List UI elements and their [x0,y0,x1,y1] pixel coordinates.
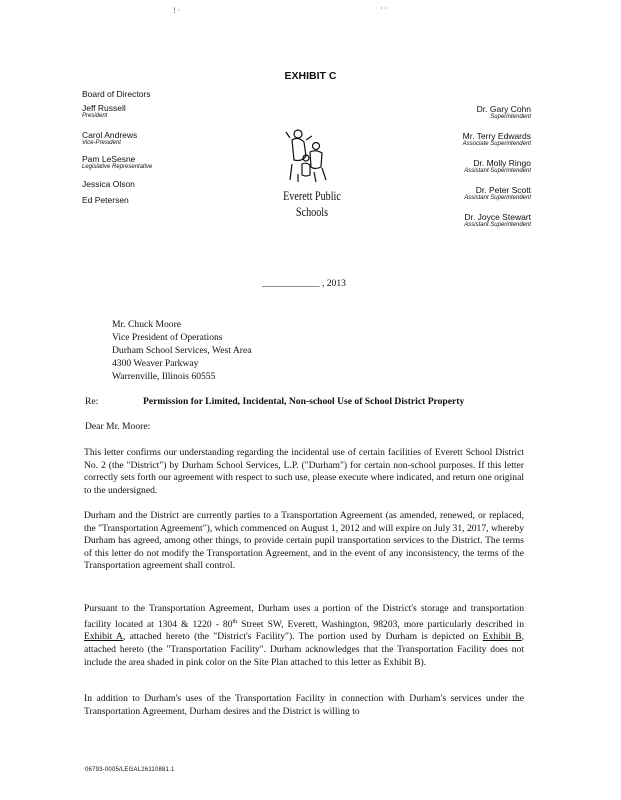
scan-mark: · · [380,4,388,13]
board-heading: Board of Directors [82,89,151,99]
superintendent [463,212,531,229]
board-of-directors [82,89,152,205]
paragraph-text: Pursuant to the Transportation Agreement, Durham uses a portion of the District's storage and transportation facility located at 1304 & 1220 - 80 [84,603,524,630]
recipient-address [112,318,251,383]
scan-mark: ! · [173,6,181,15]
logo-text: Everett Public Schools [283,188,341,219]
paragraph: This letter confirms our understanding regarding the incidental use of certain facilities of Everett School District No. 2 (the "District") by Durham School Services, L.P. ("Durham") for certain non-school purposes. If this letter correctly sets forth our agreement with respect to such use, please execute where indicated, and return one original to the undersigned. [84,447,524,496]
district-logo [262,124,362,219]
address-line: Vice President of Operations [112,332,223,343]
superintendents [463,104,531,229]
member-name: Carol Andrews [82,130,138,140]
ordinal-suffix: th [232,618,238,625]
exhibit-title: EXHIBIT C [284,70,337,82]
date-line: ____________ , 2013 [262,278,346,289]
member-role: President [82,113,108,119]
paragraph [84,603,524,669]
board-member [82,130,152,147]
exhibit-a-reference: Exhibit A [84,631,123,643]
superintendent-name: Dr. Molly Ringo [473,158,531,168]
board-member [82,103,152,120]
superintendent-role: Associate Superintendent [462,141,531,147]
paragraph-text: , attached hereto (the "Transportation Facility". Durham acknowledges that the Transportation Facility does not include the area shaded in pink color on the Site Plan attached to this letter as Exhibit B). [84,631,525,668]
re-subject: Permission for Limited, Incidental, Non-school Use of School District Property [143,396,465,407]
superintendent-name: Dr. Peter Scott [475,185,531,195]
paragraph: In addition to Durham's uses of the Transportation Facility in connection with Durham's services under the Transportation Agreement, Durham desires and the District is willing to [84,693,524,717]
member-name: Jessica Olson [82,179,135,189]
board-member [82,154,152,171]
paragraph: Durham and the District are currently parties to a Transportation Agreement (as amended, renewed, or replaced, the "Transportation Agreement"), which commenced on August 1, 2012 and will expire on July 31, 2017, whereby Durham has agreed, among other things, to provide certain pupil transportation services to the District. The terms of this letter do not modify the Transportation Agreement, and in the event of any inconsistency, the terms of the Transportation agreement shall control. [84,510,524,572]
address-line: Durham School Services, West Area [112,345,252,356]
superintendent-name: Dr. Joyce Stewart [464,212,531,222]
superintendent-role: Assistant Superintendent [464,195,531,201]
member-role: Vice-President [82,140,121,146]
document-id-footer: 06793-0005/LEGAL26110881.1 [85,767,175,773]
address-line: Mr. Chuck Moore [112,319,182,330]
superintendent-name: Dr. Gary Cohn [476,104,531,114]
superintendent-role: Assistant Superintendent [464,222,531,228]
superintendent [463,104,531,121]
board-member [82,195,152,205]
re-label: Re: [85,396,99,407]
superintendent [463,158,531,175]
superintendent-name: Mr. Terry Edwards [462,131,531,141]
address-line: Warrenville, Illinois 60555 [112,371,216,382]
exhibit-b-reference: Exhibit B [482,631,522,643]
paragraph-text: Street SW, Everett, Washington, 98203, more particularly described in [237,618,524,630]
paragraph-text: , attached hereto (the "District's Facility"). The portion used by Durham is depicted on [122,631,483,643]
address-line: 4300 Weaver Parkway [112,358,199,369]
family-figures-icon [262,124,362,186]
member-name: Pam LeSesne [82,154,136,164]
superintendent [463,185,531,202]
superintendent-role: Superintendent [490,114,531,120]
superintendent [463,131,531,148]
member-role: Legislative Representative [82,164,153,170]
salutation: Dear Mr. Moore: [85,421,151,432]
board-member [82,179,152,189]
member-name: Ed Petersen [82,195,129,205]
superintendent-role: Assistant Superintendent [464,168,531,174]
member-name: Jeff Russell [82,103,126,113]
